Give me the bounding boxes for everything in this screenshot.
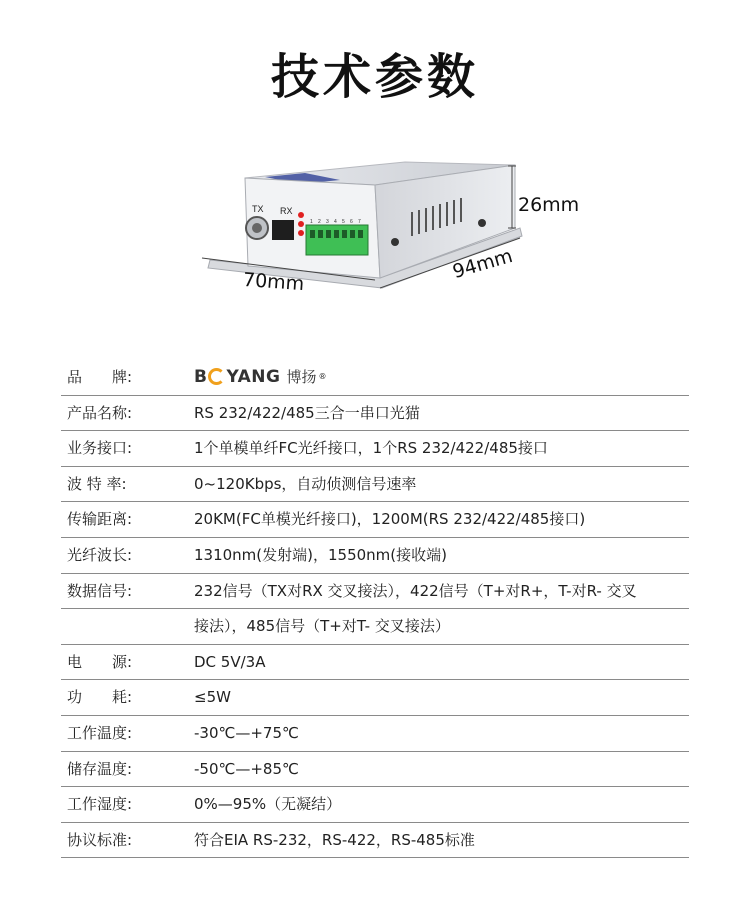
led-3 bbox=[298, 230, 304, 236]
spec-value: 20KM(FC单模光纤接口)，1200M(RS 232/422/485接口) bbox=[194, 510, 586, 529]
spec-value: 接法），485信号（T+对T- 交叉接法） bbox=[194, 617, 450, 636]
spec-row bbox=[61, 716, 689, 752]
spec-row bbox=[61, 574, 689, 610]
brand-logo: B YANG 博扬 ® bbox=[194, 366, 327, 387]
brand-logo-icon bbox=[208, 368, 225, 385]
led-2 bbox=[298, 221, 304, 227]
spec-value: DC 5V/3A bbox=[194, 652, 266, 671]
spec-value: RS 232/422/485三合一串口光猫 bbox=[194, 403, 420, 422]
spec-row-brand bbox=[61, 360, 689, 396]
terminal-number: 3 bbox=[326, 219, 329, 225]
spec-row bbox=[61, 787, 689, 823]
terminal-number: 2 bbox=[318, 219, 321, 225]
page-title: 技术参数 bbox=[270, 49, 479, 105]
spec-row bbox=[61, 396, 689, 432]
rx-label: RX bbox=[280, 206, 293, 216]
spec-label: 功 耗: bbox=[67, 688, 133, 707]
spec-value: 0%—95%（无凝结） bbox=[194, 795, 342, 814]
depth-dimension: 94mm bbox=[450, 244, 516, 284]
spec-label: 协议标准: bbox=[67, 830, 133, 849]
terminal-number: 5 bbox=[342, 219, 345, 225]
tx-label: TX bbox=[252, 204, 264, 214]
spec-row bbox=[61, 431, 689, 467]
terminal-number: 4 bbox=[334, 219, 337, 225]
spec-label: 光纤波长: bbox=[67, 545, 133, 564]
width-dimension: 70mm bbox=[242, 268, 305, 296]
spec-value: 符合EIA RS-232，RS-422，RS-485标准 bbox=[194, 830, 475, 849]
terminal-number: 7 bbox=[358, 219, 361, 225]
spec-label: 储存温度: bbox=[67, 759, 133, 778]
spec-row bbox=[61, 609, 689, 645]
spec-label: 产品名称: bbox=[67, 403, 133, 422]
spec-label: 数据信号: bbox=[67, 581, 133, 600]
spec-row bbox=[61, 823, 689, 859]
spec-label: 工作温度: bbox=[67, 723, 133, 742]
spec-label: 品 牌: bbox=[67, 368, 133, 386]
spec-label: 业务接口: bbox=[67, 439, 133, 458]
spec-value: -50℃—+85℃ bbox=[194, 759, 299, 778]
spec-value: 0~120Kbps，自动侦测信号速率 bbox=[194, 474, 417, 493]
spec-value: 1个单模单纤FC光纤接口，1个RS 232/422/485接口 bbox=[194, 439, 548, 458]
spec-row bbox=[61, 680, 689, 716]
spec-value: -30℃—+75℃ bbox=[194, 723, 299, 742]
spec-value: 1310nm(发射端)，1550nm(接收端) bbox=[194, 545, 447, 564]
spec-label: 工作湿度: bbox=[67, 795, 133, 814]
terminal-block bbox=[306, 225, 368, 255]
terminal-number: 1 bbox=[310, 219, 313, 225]
spec-label: 波 特 率: bbox=[67, 474, 127, 493]
spec-row bbox=[61, 752, 689, 788]
spec-row bbox=[61, 467, 689, 503]
spec-value: 232信号（TX对RX 交叉接法），422信号（T+对R+，T-对R- 交叉 bbox=[194, 581, 637, 600]
spec-label: 传输距离: bbox=[67, 510, 133, 529]
spec-label: 电 源: bbox=[67, 652, 133, 671]
spec-table bbox=[61, 360, 689, 858]
spec-value: ≤5W bbox=[194, 688, 231, 707]
spec-row bbox=[61, 645, 689, 681]
spec-row bbox=[61, 502, 689, 538]
height-dimension: 26mm bbox=[518, 194, 580, 216]
led-1 bbox=[298, 212, 304, 218]
terminal-number: 6 bbox=[350, 219, 353, 225]
spec-row bbox=[61, 538, 689, 574]
